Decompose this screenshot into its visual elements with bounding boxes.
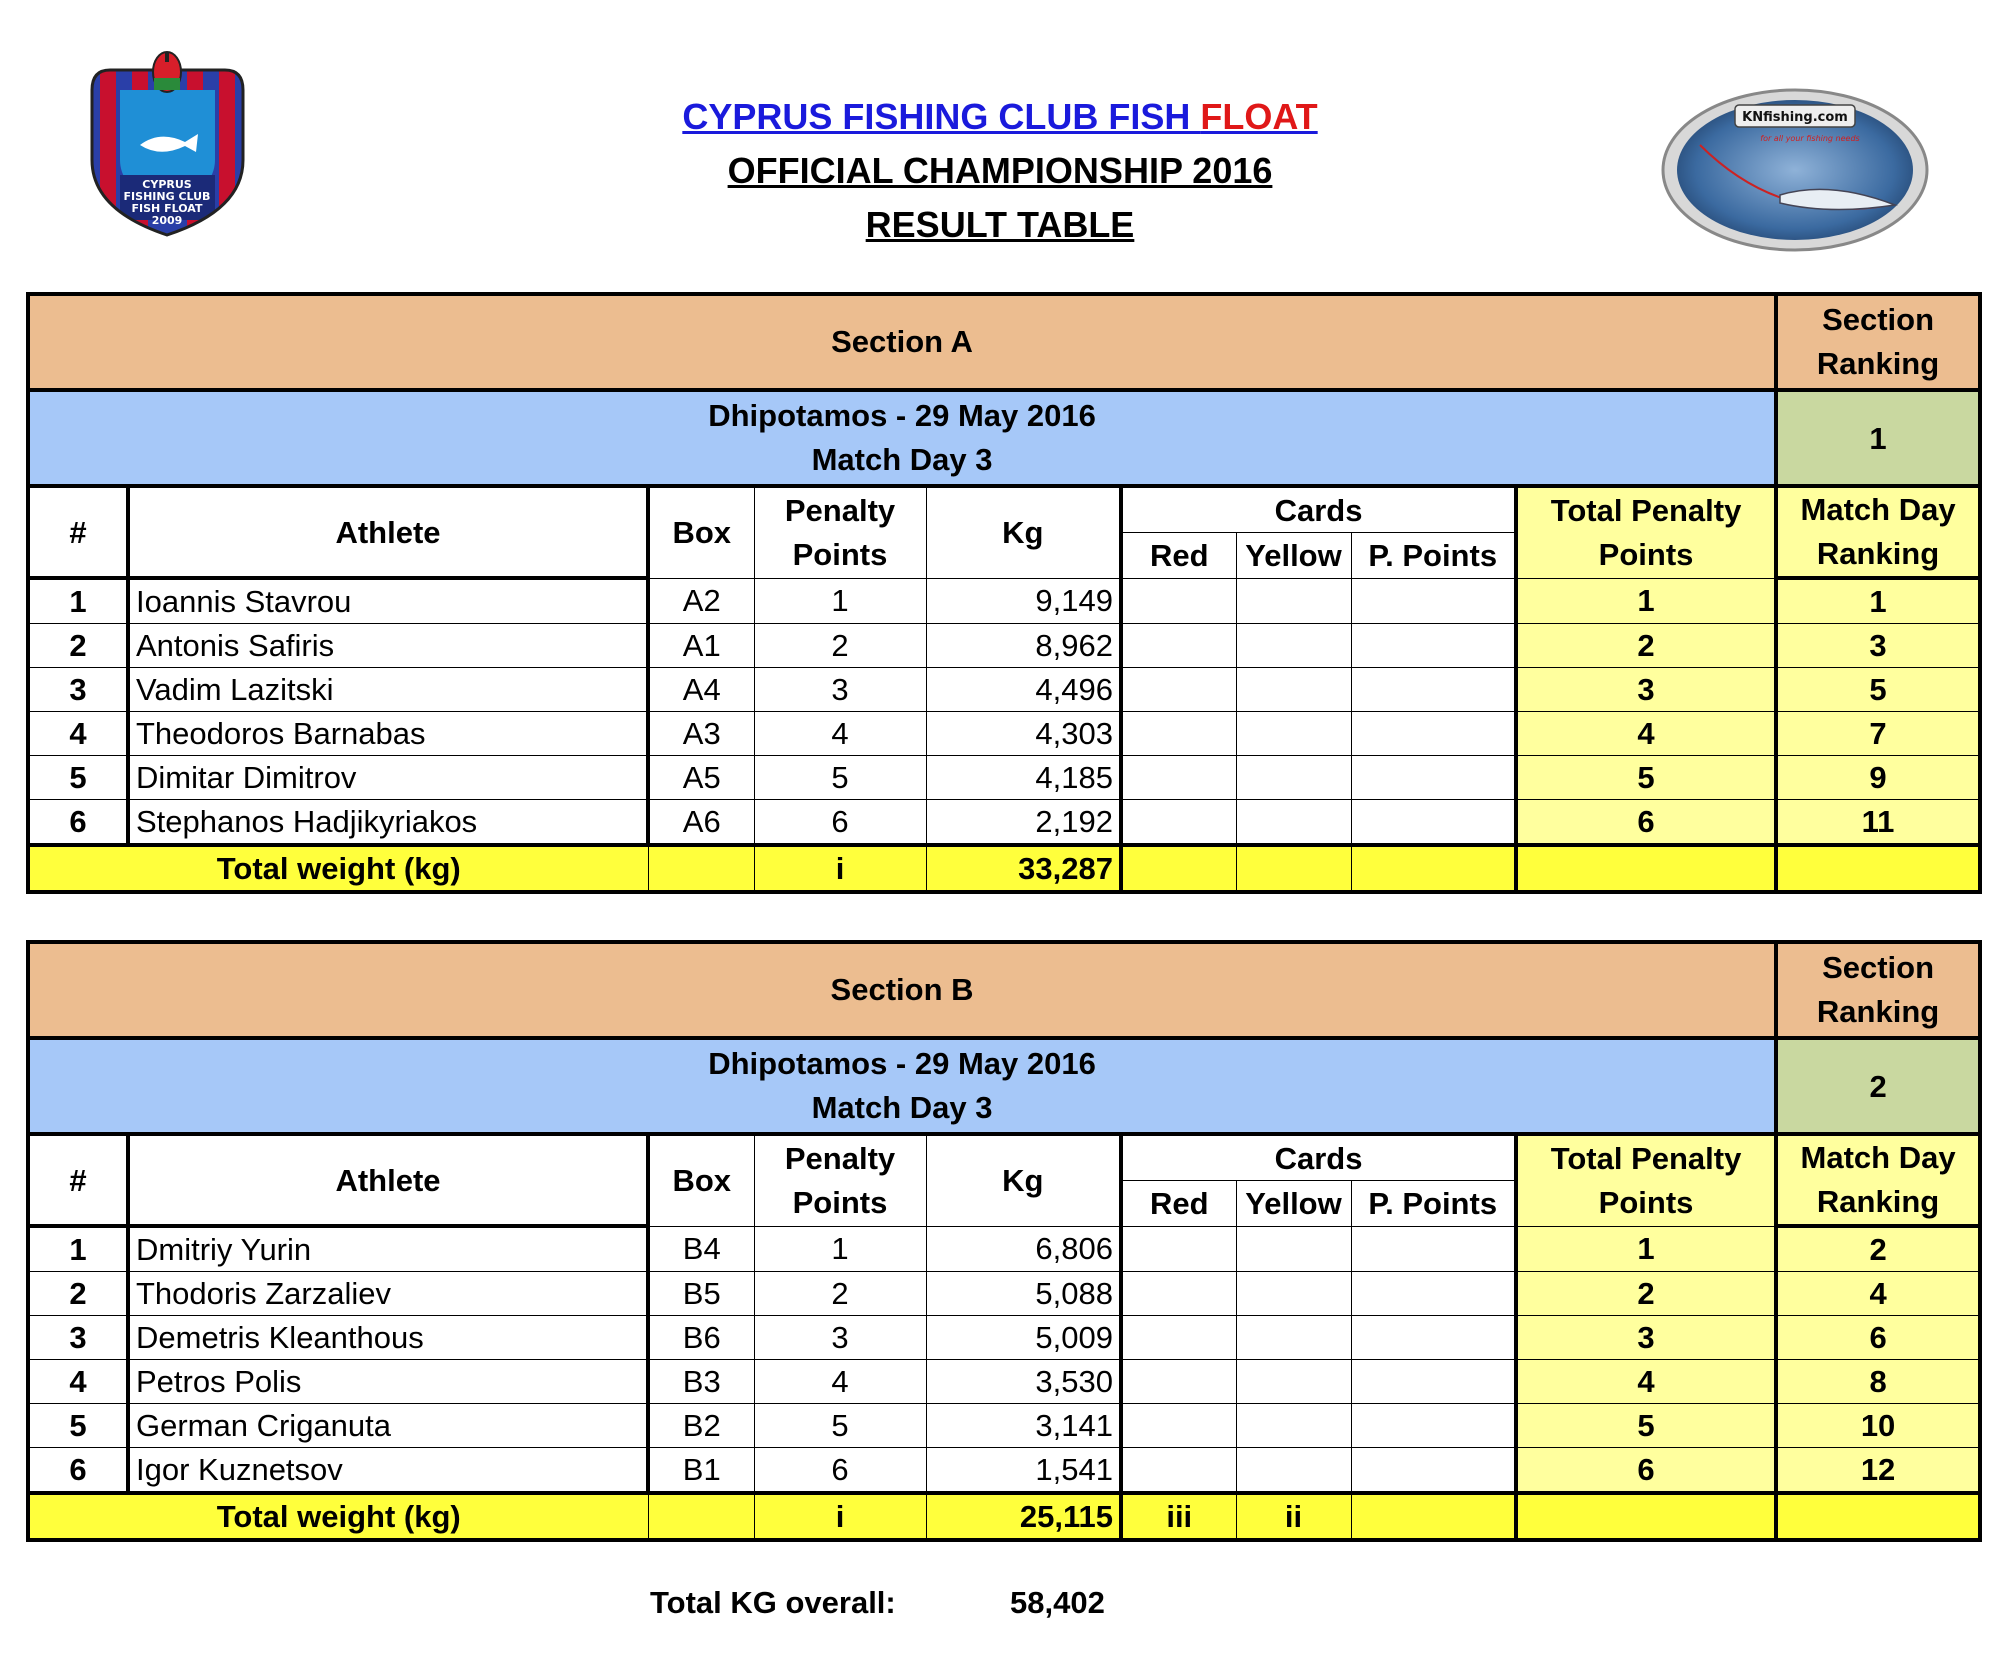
athlete-penalty: 4: [754, 712, 926, 756]
athlete-box: A3: [648, 712, 754, 756]
athlete-red-card: [1121, 800, 1236, 846]
athlete-penalty: 5: [754, 1404, 926, 1448]
athlete-name: Dimitar Dimitrov: [128, 756, 648, 800]
athlete-num: 2: [28, 1272, 128, 1316]
total-weight-label: Total weight (kg): [28, 845, 648, 892]
club-logo-text: 2009: [151, 214, 183, 227]
title-text: CYPRUS FISHING CLUB FISH: [682, 96, 1201, 137]
table-row: [28, 1448, 1980, 1494]
athlete-name: Theodoros Barnabas: [128, 712, 648, 756]
athlete-name: German Criganuta: [128, 1404, 648, 1448]
athlete-kg: 3,141: [926, 1404, 1121, 1448]
section-ranking-header: Section Ranking: [1776, 294, 1980, 390]
athlete-total-penalty: 2: [1516, 1272, 1776, 1316]
athlete-penalty: 6: [754, 1448, 926, 1494]
col-num: #: [28, 486, 128, 578]
athlete-total-penalty: 4: [1516, 712, 1776, 756]
athlete-name: Antonis Safiris: [128, 624, 648, 668]
page-title: [600, 90, 1400, 144]
col-cards: Cards: [1121, 1134, 1516, 1181]
athlete-total-penalty: 4: [1516, 1360, 1776, 1404]
section-a-venue: [28, 390, 1776, 486]
athlete-match-day-ranking: 2: [1776, 1226, 1980, 1272]
table-row: [28, 578, 1980, 624]
athlete-red-card: [1121, 1448, 1236, 1494]
athlete-box: A4: [648, 668, 754, 712]
club-logo: [80, 50, 255, 240]
venue-date: Dhipotamos - 29 May 2016: [708, 1046, 1096, 1081]
athlete-match-day-ranking: 12: [1776, 1448, 1980, 1494]
athlete-num: 3: [28, 1316, 128, 1360]
col-cards: Cards: [1121, 486, 1516, 533]
athlete-match-day-ranking: 11: [1776, 800, 1980, 846]
total-weight-label: Total weight (kg): [28, 1493, 648, 1540]
sponsor-logo: [1660, 85, 1930, 255]
athlete-red-card: [1121, 1316, 1236, 1360]
title-block: [600, 90, 1400, 252]
col-box: Box: [648, 486, 754, 578]
athlete-total-penalty: 5: [1516, 756, 1776, 800]
athlete-red-card: [1121, 756, 1236, 800]
total-yellow: ii: [1236, 1493, 1351, 1540]
athlete-card-points: [1351, 624, 1516, 668]
athlete-penalty: 3: [754, 1316, 926, 1360]
col-athlete: Athlete: [128, 1134, 648, 1226]
athlete-name: Ioannis Stavrou: [128, 578, 648, 624]
table-row: [28, 668, 1980, 712]
athlete-match-day-ranking: 10: [1776, 1404, 1980, 1448]
total-total-penalty: [1516, 845, 1776, 892]
athlete-red-card: [1121, 712, 1236, 756]
athlete-total-penalty: 3: [1516, 1316, 1776, 1360]
athlete-num: 5: [28, 756, 128, 800]
athlete-card-points: [1351, 1360, 1516, 1404]
athlete-kg: 4,303: [926, 712, 1121, 756]
overall-label: Total KG overall:: [650, 1585, 896, 1620]
athlete-num: 2: [28, 624, 128, 668]
table-row: [28, 1226, 1980, 1272]
club-logo-text: FISHING CLUB: [123, 190, 211, 203]
total-box: [648, 1493, 754, 1540]
athlete-box: B6: [648, 1316, 754, 1360]
total-yellow: [1236, 845, 1351, 892]
athlete-box: B3: [648, 1360, 754, 1404]
athlete-yellow-card: [1236, 712, 1351, 756]
athlete-kg: 9,149: [926, 578, 1121, 624]
athlete-red-card: [1121, 624, 1236, 668]
athlete-penalty: 1: [754, 1226, 926, 1272]
athlete-num: 4: [28, 712, 128, 756]
athlete-yellow-card: [1236, 1316, 1351, 1360]
athlete-total-penalty: 1: [1516, 578, 1776, 624]
athlete-card-points: [1351, 712, 1516, 756]
title-text-float: FLOAT: [1200, 96, 1318, 137]
athlete-card-points: [1351, 756, 1516, 800]
col-yellow: Yellow: [1236, 533, 1351, 578]
section-a-ranking: 1: [1776, 390, 1980, 486]
section-b-rows: [28, 1226, 1980, 1493]
athlete-total-penalty: 3: [1516, 668, 1776, 712]
athlete-yellow-card: [1236, 668, 1351, 712]
athlete-yellow-card: [1236, 578, 1351, 624]
total-ranking: [1776, 845, 1980, 892]
section-b-table: [26, 940, 1982, 1542]
athlete-match-day-ranking: 8: [1776, 1360, 1980, 1404]
col-ppoints: P. Points: [1351, 1181, 1516, 1226]
overall-value: 58,402: [1010, 1585, 1105, 1620]
section-b-total-row: [28, 1493, 1980, 1540]
athlete-kg: 3,530: [926, 1360, 1121, 1404]
athlete-kg: 5,009: [926, 1316, 1121, 1360]
athlete-match-day-ranking: 7: [1776, 712, 1980, 756]
athlete-red-card: [1121, 1272, 1236, 1316]
table-row: [28, 800, 1980, 846]
col-penalty: Penalty Points: [754, 486, 926, 578]
athlete-yellow-card: [1236, 1404, 1351, 1448]
section-b-title: Section B: [28, 942, 1776, 1038]
table-row: [28, 756, 1980, 800]
athlete-total-penalty: 6: [1516, 800, 1776, 846]
athlete-penalty: 3: [754, 668, 926, 712]
athlete-name: Petros Polis: [128, 1360, 648, 1404]
col-ppoints: P. Points: [1351, 533, 1516, 578]
athlete-box: B5: [648, 1272, 754, 1316]
athlete-card-points: [1351, 1404, 1516, 1448]
athlete-num: 3: [28, 668, 128, 712]
athlete-card-points: [1351, 800, 1516, 846]
athlete-red-card: [1121, 578, 1236, 624]
athlete-kg: 6,806: [926, 1226, 1121, 1272]
club-logo-text: FISH FLOAT: [131, 202, 203, 215]
col-red: Red: [1121, 533, 1236, 578]
athlete-yellow-card: [1236, 756, 1351, 800]
total-ppoints: [1351, 845, 1516, 892]
athlete-red-card: [1121, 1404, 1236, 1448]
col-num: #: [28, 1134, 128, 1226]
athlete-match-day-ranking: 5: [1776, 668, 1980, 712]
total-box: [648, 845, 754, 892]
athlete-red-card: [1121, 668, 1236, 712]
athlete-card-points: [1351, 1272, 1516, 1316]
athlete-num: 1: [28, 1226, 128, 1272]
col-yellow: Yellow: [1236, 1181, 1351, 1226]
total-penalty: i: [754, 1493, 926, 1540]
athlete-match-day-ranking: 3: [1776, 624, 1980, 668]
athlete-red-card: [1121, 1360, 1236, 1404]
athlete-yellow-card: [1236, 1360, 1351, 1404]
athlete-yellow-card: [1236, 1272, 1351, 1316]
athlete-box: A1: [648, 624, 754, 668]
athlete-card-points: [1351, 1316, 1516, 1360]
athlete-kg: 5,088: [926, 1272, 1121, 1316]
athlete-name: Thodoris Zarzaliev: [128, 1272, 648, 1316]
athlete-box: B1: [648, 1448, 754, 1494]
athlete-penalty: 5: [754, 756, 926, 800]
athlete-kg: 4,185: [926, 756, 1121, 800]
athlete-yellow-card: [1236, 1448, 1351, 1494]
athlete-match-day-ranking: 6: [1776, 1316, 1980, 1360]
athlete-red-card: [1121, 1226, 1236, 1272]
athlete-penalty: 2: [754, 1272, 926, 1316]
athlete-total-penalty: 5: [1516, 1404, 1776, 1448]
athlete-total-penalty: 2: [1516, 624, 1776, 668]
athlete-kg: 4,496: [926, 668, 1121, 712]
col-athlete: Athlete: [128, 486, 648, 578]
athlete-penalty: 4: [754, 1360, 926, 1404]
table-row: [28, 1272, 1980, 1316]
sponsor-logo-text: KNfishing.com: [1742, 110, 1848, 125]
match-day: Match Day 3: [811, 442, 993, 477]
total-kg: 33,287: [926, 845, 1121, 892]
athlete-box: A5: [648, 756, 754, 800]
page-subtitle-2: RESULT TABLE: [865, 204, 1135, 245]
table-row: [28, 624, 1980, 668]
table-row: [28, 1360, 1980, 1404]
athlete-box: A6: [648, 800, 754, 846]
athlete-kg: 8,962: [926, 624, 1121, 668]
section-a-title: Section A: [28, 294, 1776, 390]
total-penalty: i: [754, 845, 926, 892]
section-a-total-row: [28, 845, 1980, 892]
page-subtitle: OFFICIAL CHAMPIONSHIP 2016: [727, 150, 1273, 191]
col-match-day-ranking: Match Day Ranking: [1776, 486, 1980, 578]
athlete-kg: 1,541: [926, 1448, 1121, 1494]
athlete-card-points: [1351, 668, 1516, 712]
club-logo-text: CYPRUS: [142, 178, 192, 191]
athlete-num: 1: [28, 578, 128, 624]
athlete-card-points: [1351, 578, 1516, 624]
athlete-penalty: 1: [754, 578, 926, 624]
athlete-kg: 2,192: [926, 800, 1121, 846]
athlete-box: B2: [648, 1404, 754, 1448]
athlete-num: 6: [28, 1448, 128, 1494]
section-b-venue: [28, 1038, 1776, 1134]
athlete-card-points: [1351, 1448, 1516, 1494]
section-ranking-header: Section Ranking: [1776, 942, 1980, 1038]
athlete-total-penalty: 6: [1516, 1448, 1776, 1494]
athlete-num: 5: [28, 1404, 128, 1448]
athlete-match-day-ranking: 9: [1776, 756, 1980, 800]
total-total-penalty: [1516, 1493, 1776, 1540]
athlete-card-points: [1351, 1226, 1516, 1272]
venue-date: Dhipotamos - 29 May 2016: [708, 398, 1096, 433]
table-row: [28, 1316, 1980, 1360]
total-red: iii: [1121, 1493, 1236, 1540]
col-box: Box: [648, 1134, 754, 1226]
athlete-total-penalty: 1: [1516, 1226, 1776, 1272]
table-row: [28, 712, 1980, 756]
athlete-name: Dmitriy Yurin: [128, 1226, 648, 1272]
section-a-rows: [28, 578, 1980, 845]
athlete-yellow-card: [1236, 800, 1351, 846]
col-kg: Kg: [926, 486, 1121, 578]
total-red: [1121, 845, 1236, 892]
athlete-name: Igor Kuznetsov: [128, 1448, 648, 1494]
col-total-penalty: Total Penalty Points: [1516, 486, 1776, 578]
athlete-name: Demetris Kleanthous: [128, 1316, 648, 1360]
col-red: Red: [1121, 1181, 1236, 1226]
athlete-name: Stephanos Hadjikyriakos: [128, 800, 648, 846]
athlete-yellow-card: [1236, 1226, 1351, 1272]
section-b-ranking: 2: [1776, 1038, 1980, 1134]
athlete-penalty: 6: [754, 800, 926, 846]
athlete-num: 4: [28, 1360, 128, 1404]
col-total-penalty: Total Penalty Points: [1516, 1134, 1776, 1226]
total-ppoints: [1351, 1493, 1516, 1540]
section-a-table: [26, 292, 1982, 894]
athlete-match-day-ranking: 1: [1776, 578, 1980, 624]
total-ranking: [1776, 1493, 1980, 1540]
athlete-box: A2: [648, 578, 754, 624]
athlete-box: B4: [648, 1226, 754, 1272]
sponsor-logo-tagline: for all your fishing needs: [1760, 134, 1860, 143]
athlete-yellow-card: [1236, 624, 1351, 668]
col-kg: Kg: [926, 1134, 1121, 1226]
col-match-day-ranking: Match Day Ranking: [1776, 1134, 1980, 1226]
athlete-name: Vadim Lazitski: [128, 668, 648, 712]
table-row: [28, 1404, 1980, 1448]
athlete-penalty: 2: [754, 624, 926, 668]
match-day: Match Day 3: [811, 1090, 993, 1125]
total-kg: 25,115: [926, 1493, 1121, 1540]
athlete-num: 6: [28, 800, 128, 846]
col-penalty: Penalty Points: [754, 1134, 926, 1226]
athlete-match-day-ranking: 4: [1776, 1272, 1980, 1316]
